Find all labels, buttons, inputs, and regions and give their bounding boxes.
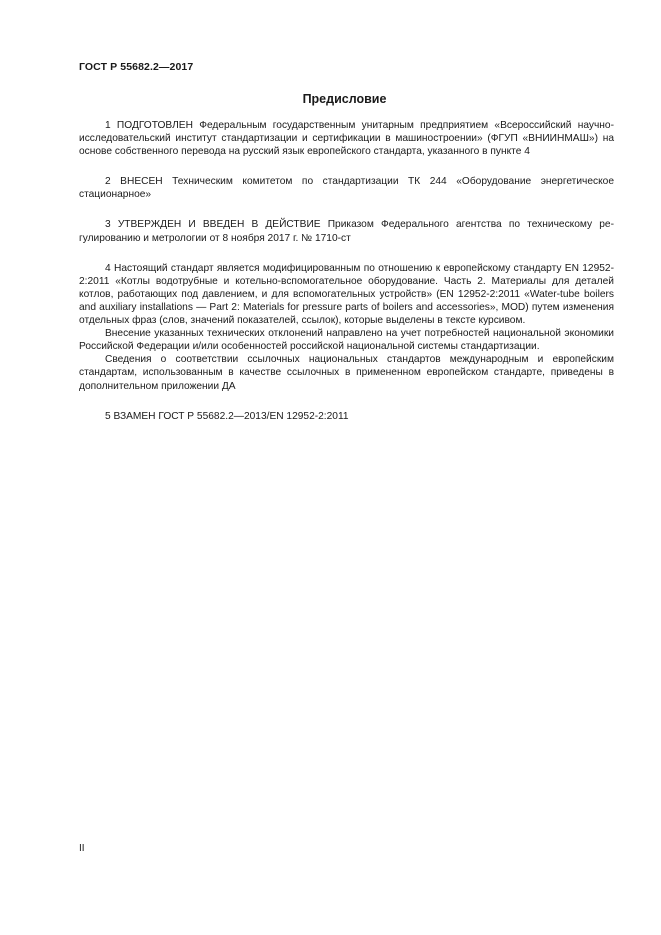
paragraph-deviations: Внесение указанных технических отклонений направлено на учет потребностей национальной экономики Российской Федерации и/или особенностей российской национальной системы стандартизации. [79, 328, 614, 353]
paragraph-prepared-by: 1 ПОДГОТОВЛЕН Федеральным государственным унитарным предприятием «Всероссийский научно-исследовательский институт стандартизации и сертификации в машиностроении» (ФГУП «ВНИИНМАШ») на основе собственного перевода на русский язык европейского стандарта, указанного в пункте 4 [79, 120, 614, 158]
paragraph-references: Сведения о соответствии ссылочных национальных стандартов международным и европейским стандартам, использованным в качестве ссылочных в примененном европейском стандарте, приведены в дополнительном приложении ДА [79, 354, 614, 392]
document-code: ГОСТ Р 55682.2—2017 [79, 61, 194, 73]
page-title: Предисловие [302, 92, 387, 106]
preface-body [79, 119, 614, 423]
paragraph-modified-standard: 4 Настоящий стандарт является модифицированным по отношению к европейскому стандарту EN 12952-2:2011 «Котлы водотрубные и котельно-вспомогательное оборудование. Часть 2. Материалы для деталей котлов, работающих под давлением, и для вспомогательных устройств» (EN 12952-2:2011 «Water-tube boilers and auxiliary installations — Part 2: Materials for pressure parts of boilers and accessories», MOD) путем изменения отдельных фраз (слов, значений показателей, ссылок), которые выделены в тексте курсивом. [79, 262, 614, 327]
paragraph-introduced-by: 2 ВНЕСЕН Техническим комитетом по стандартизации ТК 244 «Оборудование энергетическое стационарное» [79, 176, 614, 201]
page-number: II [79, 843, 85, 854]
paragraph-replaces: 5 ВЗАМЕН ГОСТ Р 55682.2—2013/EN 12952-2:2011 [105, 410, 349, 422]
paragraph-approved: 3 УТВЕРЖДЕН И ВВЕДЕН В ДЕЙСТВИЕ Приказом Федерального агентства по техническому регулированию и метрологии от 8 ноября 2017 г. № 1710-ст [79, 219, 614, 244]
